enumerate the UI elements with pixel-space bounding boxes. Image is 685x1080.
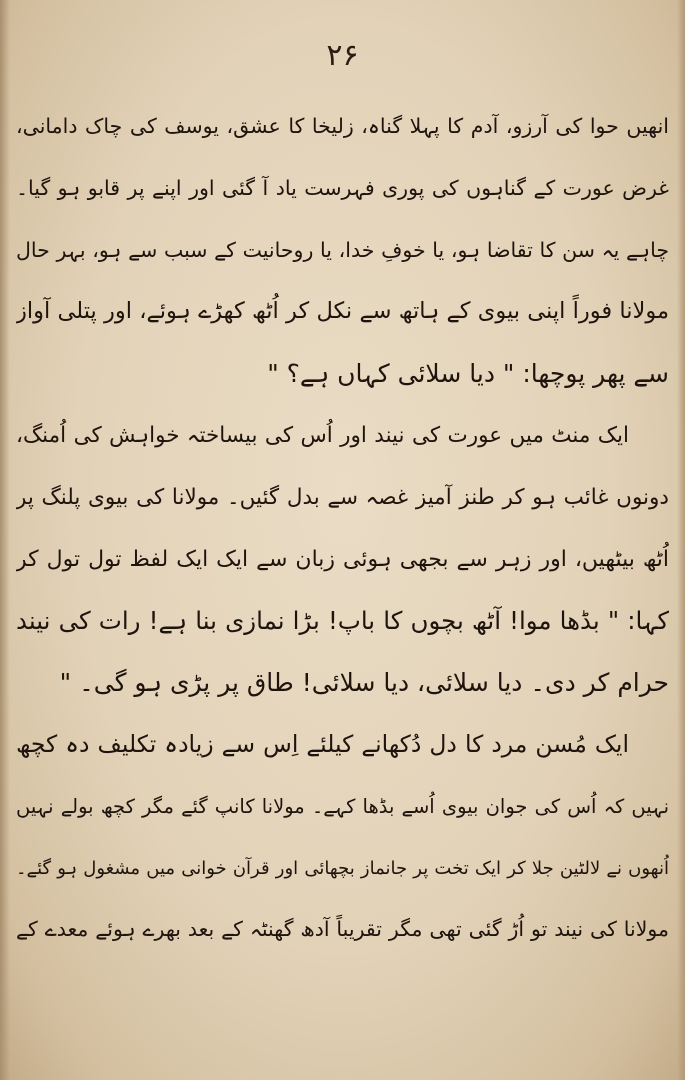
text-line-1: انھیں حوا کی آرزو، آدم کا پہلا گناہ، زلیخا کا عشق، یوسف کی چاک دامانی، <box>16 114 669 138</box>
text-line-6: ایک منٹ میں عورت کی نیند اور اُس کی بیساختہ خواہش کی اُمنگ، <box>16 422 629 448</box>
text-line-12: نہیں کہ اُس کی جوان بیوی اُسے بڈھا کہے۔ مولانا کانپ گئے مگر کچھ بولے نہیں <box>16 794 669 818</box>
text-line-4: مولانا فوراً اپنی بیوی کے ہاتھ سے نکل کر اُٹھ کھڑے ہوئے، اور پتلی آواز <box>16 298 669 325</box>
text-line-11: ایک مُسن مرد کا دل دُکھانے کیلئے اِس سے زیادہ تکلیف دہ کچھ <box>16 729 629 758</box>
text-line-10: حرام کر دی۔ دیا سلائی، دیا سلائی! طاق پر پڑی ہو گی۔ " <box>59 668 669 698</box>
page-number: ۲۶ <box>326 38 359 73</box>
text-line-13: اُنھوں نے لالٹین جلا کر ایک تخت پر جانماز بچھائی اور قرآن خوانی میں مشغول ہو گئے۔ <box>16 857 669 879</box>
text-line-2: غرض عورت کے گناہوں کی پوری فہرست یاد آ گئی اور اپنے پر قابو ہو گیا۔ <box>16 175 669 200</box>
text-line-14: مولانا کی نیند تو اُڑ گئی تھی مگر تقریباً آدھ گھنٹہ کے بعد بھرے ہوئے معدے کے <box>16 917 669 942</box>
text-line-9: کہا: " بڈھا موا! آٹھ بچوں کا باپ! بڑا نمازی بنا ہے! رات کی نیند <box>16 606 669 636</box>
text-line-8: اُٹھ بیٹھیں، اور زہر سے بجھی ہوئی زبان سے ایک ایک لفظ تول تول کر <box>16 546 669 572</box>
text-line-5: سے پھر پوچھا: " دیا سلائی کہاں ہے؟ " <box>267 359 669 389</box>
text-line-7: دونوں غائب ہو کر طنز آمیز غصہ سے بدل گئیں۔ مولانا کی بیوی پلنگ پر <box>16 484 669 510</box>
page-text <box>16 96 669 961</box>
text-line-3: چاہے یہ سن کا تقاضا ہو، یا خوفِ خدا، یا روحانیت کے سبب سے ہو، بہر حال <box>16 237 669 262</box>
